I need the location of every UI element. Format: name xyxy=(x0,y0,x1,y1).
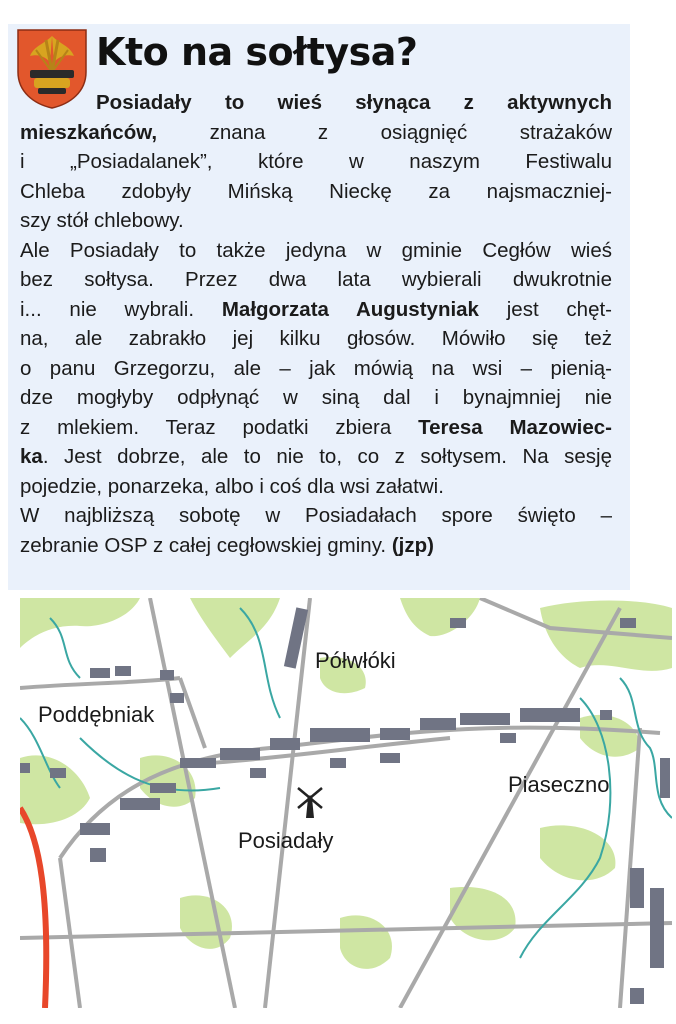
body-line-7-pre: z mlekiem. Teraz podatki zbiera xyxy=(20,415,419,439)
lead-line-2-rest: znana z osiągnięć strażaków xyxy=(157,120,612,144)
body-line-1: Ale Posiadały to także jedyna w gminie Cegłów wieś xyxy=(20,238,612,262)
body-line-8-post: . Jest dobrze, ale to nie to, co z sołtysem. Na sesję xyxy=(42,445,612,468)
windmill-icon xyxy=(294,784,326,820)
closing-line-1: W najbliższą sobotę w Posiadałach spore święto – xyxy=(20,504,612,527)
lead-line-3: i „Posiadalanek”, które w naszym Festiwalu xyxy=(20,150,612,173)
person-name-2b: ka xyxy=(20,445,43,468)
person-name-1: Małgorzata Augustyniak xyxy=(221,297,479,321)
body-line-7 xyxy=(20,413,612,443)
village-map xyxy=(20,598,672,1008)
person-name-2a: Teresa Mazowiec- xyxy=(418,415,612,439)
lead-line-2 xyxy=(20,118,612,148)
closing-line-2-text: zebranie OSP z całej cegłowskiej gminy. xyxy=(20,533,392,557)
body-line-2: bez sołtysa. Przez dwa lata wybierali dwukrotnie xyxy=(20,268,612,291)
article-text xyxy=(20,88,612,560)
body-line-9: pojedzie, ponarzeka, albo i coś dla wsi załatwi. xyxy=(20,474,444,498)
map-label-piaseczno: Piaseczno xyxy=(508,772,610,797)
body-line-6: dze mogłyby odpłynąć w siną dal i bynajmniej nie xyxy=(20,386,612,409)
body-line-8 xyxy=(20,442,612,472)
body-line-3-pre: i... nie wybrali. xyxy=(20,297,222,321)
author-signature: (jzp) xyxy=(391,533,434,557)
closing-line-2 xyxy=(20,531,612,561)
body-line-4: na, ale zabrakło jej kilku głosów. Mówiło się też xyxy=(20,327,612,350)
map-label-poddebniak: Poddębniak xyxy=(38,702,155,727)
lead-line-4: Chleba zdobyły Mińską Nieckę za najsmaczniej- xyxy=(20,179,612,203)
body-line-3-post: jest chęt- xyxy=(478,297,613,321)
body-line-3 xyxy=(20,295,612,325)
lead-line-5: szy stół chlebowy. xyxy=(20,209,184,232)
lead-bold-1: Posiadały to wieś słynąca z aktywnych xyxy=(96,91,612,114)
lead-line-1 xyxy=(20,88,612,118)
lead-bold-2: mieszkańców, xyxy=(20,120,158,144)
article-title: Kto na sołtysa? xyxy=(96,30,418,74)
map-label-polwloki: Półwłóki xyxy=(315,648,396,673)
map-label-posiadaly: Posiadały xyxy=(238,828,334,853)
body-line-5: o panu Grzegorzu, ale – jak mówią na wsi – pienią- xyxy=(20,356,612,380)
